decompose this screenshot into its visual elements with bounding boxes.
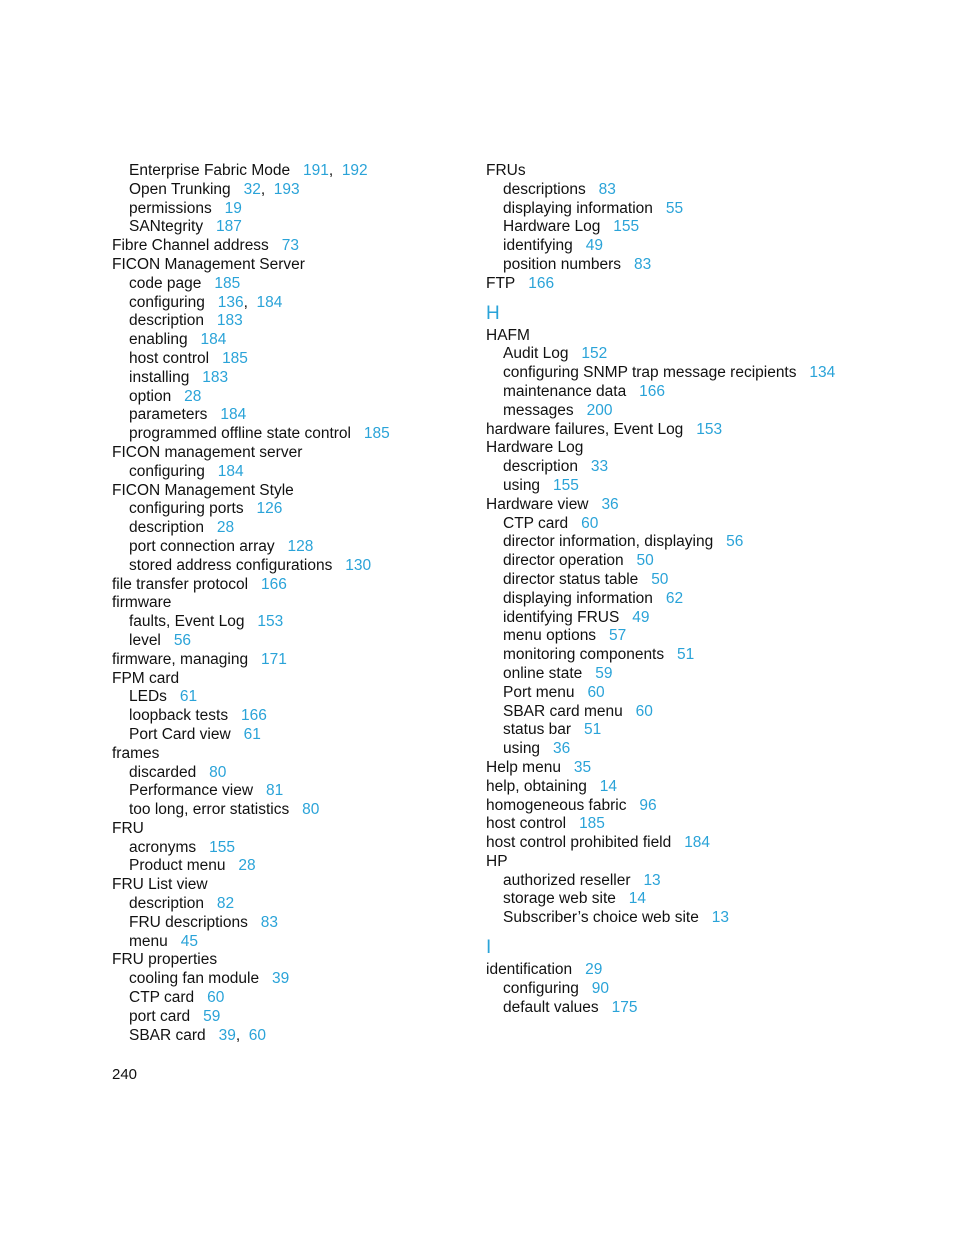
page-link[interactable]: 14	[599, 777, 618, 795]
index-term: configuring	[503, 979, 579, 997]
page-link[interactable]: 83	[260, 913, 279, 931]
index-term: option	[129, 387, 172, 405]
index-subentry	[486, 721, 886, 740]
index-term: director information, displaying	[503, 533, 714, 551]
page-link[interactable]: 81	[265, 782, 284, 800]
index-entry	[112, 670, 472, 689]
page-link[interactable]: 155	[613, 218, 640, 236]
index-subentry	[486, 515, 886, 534]
index-term: position numbers	[503, 255, 622, 273]
index-term: Port Card view	[129, 725, 231, 743]
index-subentry	[486, 890, 886, 909]
page-link[interactable]: 28	[184, 387, 202, 405]
page-link[interactable]: 60	[635, 702, 653, 720]
index-term: FRU	[112, 819, 144, 837]
page-link[interactable]: 191	[303, 162, 329, 179]
index-term: permissions	[129, 199, 212, 217]
page-link[interactable]: 153	[257, 613, 284, 631]
page-link[interactable]: 28	[216, 519, 235, 537]
index-subentry	[112, 350, 472, 369]
page-link[interactable]: 29	[585, 961, 603, 979]
index-term: description	[129, 519, 204, 537]
index-subentry	[486, 665, 886, 684]
page-link[interactable]: 184	[220, 406, 247, 424]
index-subentry	[112, 895, 472, 914]
index-term: using	[503, 740, 541, 758]
index-subentry	[112, 632, 472, 651]
index-entry	[486, 834, 886, 853]
index-term: menu	[129, 932, 168, 950]
page-link[interactable]: 14	[628, 890, 647, 908]
index-term: port connection array	[129, 537, 275, 555]
index-term: host control	[129, 349, 210, 367]
section-letter: I	[486, 937, 492, 959]
page-link[interactable]: 61	[179, 688, 198, 706]
index-subentry	[486, 218, 886, 237]
index-term: help, obtaining	[486, 777, 587, 795]
page-link[interactable]: 60	[581, 514, 599, 532]
page-separator: ,	[243, 293, 257, 311]
index-subentry	[486, 345, 886, 364]
index-term: SANtegrity	[129, 218, 204, 236]
page-link[interactable]: 45	[180, 932, 198, 950]
index-subentry	[112, 857, 472, 876]
index-subentry	[486, 402, 886, 421]
index-term: FICON Management Server	[112, 255, 305, 273]
page-separator: ,	[260, 180, 274, 198]
index-term: discarded	[129, 763, 197, 781]
page-link[interactable]: 60	[207, 989, 225, 1007]
page-link[interactable]: 13	[643, 871, 661, 889]
index-term: host control	[486, 815, 567, 833]
index-subentry	[486, 477, 886, 496]
index-entry	[486, 275, 886, 294]
index-subentry	[112, 707, 472, 726]
index-subentry	[486, 646, 886, 665]
index-term: frames	[112, 744, 160, 762]
page-link[interactable]: 62	[665, 589, 684, 607]
page-link[interactable]: 171	[261, 650, 287, 668]
index-subentry	[112, 989, 472, 1008]
index-term: Hardware Log	[503, 218, 601, 236]
index-subentry	[112, 538, 472, 557]
index-term: FICON Management Style	[112, 481, 294, 499]
index-term: enabling	[129, 331, 188, 349]
index-term: acronyms	[129, 838, 197, 856]
page-link[interactable]: 36	[552, 740, 571, 758]
index-entry	[486, 815, 886, 834]
index-subentry	[486, 458, 886, 477]
index-term: identifying FRUS	[503, 608, 620, 626]
index-subentry	[112, 914, 472, 933]
index-term: FRU descriptions	[129, 913, 248, 931]
index-term: Fibre Channel address	[112, 237, 269, 255]
index-term: description	[503, 458, 578, 476]
index-term: CTP card	[503, 514, 569, 532]
index-subentry	[486, 627, 886, 646]
index-term: programmed offline state control	[129, 425, 351, 443]
index-term: default values	[503, 998, 599, 1016]
index-term: menu options	[503, 627, 597, 645]
index-subentry	[112, 688, 472, 707]
index-term: maintenance data	[503, 382, 627, 400]
page-link[interactable]: 49	[585, 237, 603, 255]
index-term: Audit Log	[503, 345, 569, 363]
page-separator: ,	[235, 1026, 249, 1044]
index-term: identification	[486, 961, 573, 979]
index-term: Help menu	[486, 758, 561, 776]
page-link[interactable]: 183	[202, 368, 229, 386]
index-subentry	[112, 500, 472, 519]
page-link[interactable]: 35	[573, 758, 592, 776]
index-term: displaying information	[503, 589, 653, 607]
page-link[interactable]: 185	[214, 274, 241, 292]
page-link[interactable]: 90	[591, 979, 609, 997]
page-link[interactable]: 184	[684, 834, 711, 852]
page-link[interactable]: 28	[238, 857, 256, 875]
page-link[interactable]: 56	[726, 533, 744, 551]
index-subentry	[486, 552, 886, 571]
page-link[interactable]: 83	[633, 255, 652, 273]
index-subentry	[486, 237, 886, 256]
index-subentry	[112, 331, 472, 350]
index-term: configuring SNMP trap message recipients	[503, 364, 797, 382]
index-subentry	[112, 369, 472, 388]
index-term: too long, error statistics	[129, 801, 290, 819]
page-number: 240	[112, 1066, 138, 1083]
page-link[interactable]: 39	[218, 1026, 236, 1044]
index-subentry	[486, 909, 886, 928]
index-term: SBAR card menu	[503, 702, 623, 720]
index-subentry	[112, 200, 472, 219]
index-subentry	[112, 970, 472, 989]
index-subentry	[112, 782, 472, 801]
index-term: displaying information	[503, 199, 653, 217]
index-subentry	[112, 312, 472, 331]
page-separator: ,	[328, 162, 342, 179]
index-term: FICON management server	[112, 443, 303, 461]
index-term: stored address configurations	[129, 556, 333, 574]
index-term: Hardware Log	[486, 439, 584, 457]
index-subentry	[112, 181, 472, 200]
index-entry	[112, 594, 472, 613]
index-term: FRU properties	[112, 951, 218, 969]
index-term: file transfer protocol	[112, 575, 249, 593]
page-link[interactable]: 50	[636, 552, 654, 570]
index-subentry	[486, 684, 886, 703]
page-link[interactable]: 175	[611, 998, 638, 1016]
index-subentry	[112, 933, 472, 952]
index-entry	[486, 421, 886, 440]
index-subentry	[112, 218, 472, 237]
index-term: firmware	[112, 594, 172, 612]
index-subentry	[112, 406, 472, 425]
page-link[interactable]: 166	[241, 707, 267, 725]
page-link[interactable]: 56	[173, 631, 192, 649]
index-term: FRU List view	[112, 876, 208, 894]
page-link[interactable]: 59	[203, 1007, 221, 1025]
index-term: identifying	[503, 237, 573, 255]
index-entry	[112, 820, 472, 839]
page-link[interactable]: 57	[608, 627, 627, 645]
page-link[interactable]: 19	[224, 199, 242, 217]
index-subentry	[486, 999, 886, 1018]
index-left-column	[112, 162, 472, 1045]
index-term: Hardware view	[486, 495, 589, 513]
page-link[interactable]: 185	[363, 425, 390, 443]
index-entry	[112, 444, 472, 463]
index-subentry	[112, 425, 472, 444]
index-right-column	[486, 162, 886, 1017]
index-term: director status table	[503, 570, 639, 588]
index-entry	[112, 482, 472, 501]
index-term: messages	[503, 401, 574, 419]
page-link[interactable]: 51	[583, 721, 602, 739]
index-term: FTP	[486, 274, 516, 292]
index-term: Port menu	[503, 683, 575, 701]
index-term: port card	[129, 1007, 191, 1025]
index-subentry	[112, 726, 472, 745]
section-letter: H	[486, 302, 500, 324]
index-entry	[112, 951, 472, 970]
index-subentry	[486, 609, 886, 628]
page-link[interactable]: 184	[256, 293, 283, 311]
index-term: host control prohibited field	[486, 834, 672, 852]
index-subentry	[112, 294, 472, 313]
index-term: description	[129, 895, 204, 913]
page-link[interactable]: 166	[528, 274, 555, 292]
page-link[interactable]: 193	[273, 180, 300, 198]
index-entry	[112, 745, 472, 764]
page-link[interactable]: 185	[579, 815, 605, 833]
index-subentry	[112, 557, 472, 576]
page-link[interactable]: 126	[256, 500, 283, 518]
page-link[interactable]: 39	[272, 970, 290, 988]
index-subentry	[486, 571, 886, 590]
index-subentry	[486, 703, 886, 722]
index-term: CTP card	[129, 989, 195, 1007]
index-term: configuring ports	[129, 500, 244, 518]
page-link[interactable]: 200	[586, 401, 613, 419]
page-link[interactable]: 61	[243, 725, 261, 743]
index-subentry	[486, 590, 886, 609]
index-term: Open Trunking	[129, 180, 231, 198]
index-subentry	[112, 613, 472, 632]
index-term: HAFM	[486, 326, 530, 344]
index-subentry	[112, 519, 472, 538]
index-entry	[112, 256, 472, 275]
page-link[interactable]: 60	[587, 683, 605, 701]
index-term: descriptions	[503, 180, 586, 198]
page-link[interactable]: 184	[200, 331, 227, 349]
index-subentry	[112, 1008, 472, 1027]
index-subentry	[486, 533, 886, 552]
page-link[interactable]: 83	[598, 180, 616, 198]
page-link[interactable]: 166	[639, 382, 666, 400]
index-subentry	[112, 463, 472, 482]
index-term: hardware failures, Event Log	[486, 420, 684, 438]
index-entry	[112, 237, 472, 256]
page-link[interactable]: 136	[217, 293, 244, 311]
index-term: using	[503, 476, 541, 494]
page-link[interactable]: 82	[216, 895, 235, 913]
page-link[interactable]: 50	[651, 570, 669, 588]
index-term: LEDs	[129, 688, 167, 706]
index-term: monitoring components	[503, 646, 665, 664]
page-link[interactable]: 36	[601, 495, 619, 513]
page-link[interactable]: 80	[209, 763, 227, 781]
index-term: parameters	[129, 406, 208, 424]
index-entry	[486, 778, 886, 797]
page-link[interactable]: 49	[632, 608, 650, 626]
page-link[interactable]: 155	[209, 838, 235, 856]
index-term: configuring	[129, 462, 205, 480]
index-entry	[112, 651, 472, 670]
index-term: level	[129, 631, 161, 649]
index-entry	[486, 162, 886, 181]
index-entry	[112, 876, 472, 895]
index-subentry	[112, 275, 472, 294]
index-subentry	[486, 364, 886, 383]
page-link[interactable]: 128	[287, 537, 314, 555]
index-term: firmware, managing	[112, 650, 249, 668]
page-link[interactable]: 166	[261, 575, 287, 593]
index-term: Enterprise Fabric Mode	[129, 162, 291, 179]
index-subentry	[486, 200, 886, 219]
index-subentry	[112, 388, 472, 407]
index-term: loopback tests	[129, 707, 229, 725]
page-link[interactable]: 55	[665, 199, 684, 217]
page-link[interactable]: 80	[302, 801, 320, 819]
page-link[interactable]: 152	[581, 345, 608, 363]
page-link[interactable]: 33	[590, 458, 609, 476]
index-term: description	[129, 312, 204, 330]
index-term: faults, Event Log	[129, 613, 245, 631]
index-subentry	[486, 740, 886, 759]
index-subentry	[112, 839, 472, 858]
page-link[interactable]: 183	[216, 312, 243, 330]
page-link[interactable]: 134	[809, 364, 836, 382]
page-link[interactable]: 96	[639, 796, 657, 814]
index-term: authorized reseller	[503, 871, 631, 889]
index-subentry	[112, 764, 472, 783]
index-term: storage web site	[503, 890, 616, 908]
index-subentry	[486, 256, 886, 275]
index-entry	[486, 327, 886, 346]
index-term: Performance view	[129, 782, 254, 800]
index-entry	[486, 853, 886, 872]
page-link[interactable]: 192	[341, 162, 368, 179]
index-term: director operation	[503, 552, 624, 570]
page-link[interactable]: 155	[552, 476, 579, 494]
index-term: status bar	[503, 721, 572, 739]
index-entry	[486, 797, 886, 816]
page-link[interactable]: 32	[243, 180, 261, 198]
index-term: HP	[486, 852, 508, 870]
index-term: configuring	[129, 293, 205, 311]
index-term: FPM card	[112, 669, 180, 687]
index-term: cooling fan module	[129, 970, 260, 988]
index-entry	[486, 439, 886, 458]
page-link[interactable]: 13	[711, 909, 730, 927]
page-link[interactable]: 184	[217, 462, 244, 480]
index-subentry	[112, 162, 472, 181]
index-subentry	[486, 980, 886, 999]
index-term: code page	[129, 274, 202, 292]
index-subentry	[486, 181, 886, 200]
index-subentry	[112, 801, 472, 820]
page-link[interactable]: 187	[216, 218, 242, 236]
index-term: Subscriber’s choice web site	[503, 909, 699, 927]
index-term: homogeneous fabric	[486, 796, 627, 814]
index-term: installing	[129, 368, 190, 386]
page-link[interactable]: 130	[345, 556, 372, 574]
page-link[interactable]: 73	[281, 237, 299, 255]
index-subentry	[112, 1027, 472, 1046]
page-link[interactable]: 59	[595, 664, 613, 682]
index-term: SBAR card	[129, 1026, 206, 1044]
index-term: online state	[503, 664, 583, 682]
index-entry	[486, 496, 886, 515]
index-subentry	[486, 383, 886, 402]
page-link[interactable]: 153	[696, 420, 723, 438]
index-term: Product menu	[129, 857, 226, 875]
index-term: FRUs	[486, 162, 526, 179]
page-link[interactable]: 185	[222, 349, 248, 367]
index-entry	[486, 759, 886, 778]
index-entry	[112, 576, 472, 595]
page-link[interactable]: 51	[677, 646, 695, 664]
index-entry	[486, 961, 886, 980]
page-link[interactable]: 60	[248, 1026, 267, 1044]
index-subentry	[486, 872, 886, 891]
